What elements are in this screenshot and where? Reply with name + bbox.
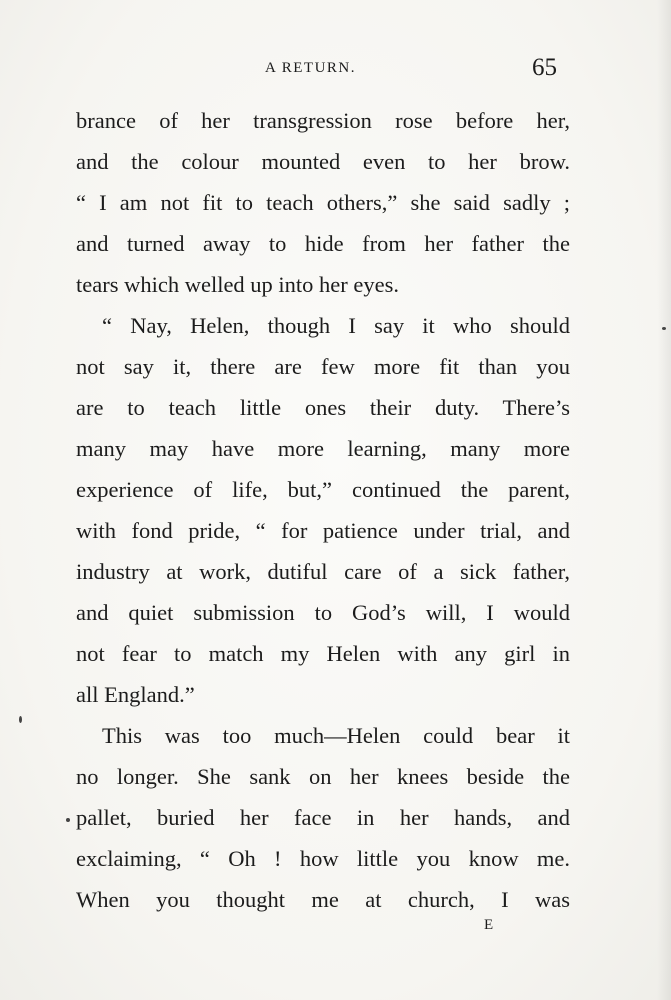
text-line: tears which welled up into her eyes. [76,272,400,297]
text-line: and quiet submission to God’s will, I would [76,600,570,625]
text-line: pallet, buried her face in her hands, and [76,805,570,830]
text-line: with fond pride, “ for patience under trial, and [76,518,570,543]
text-line: exclaiming, “ Oh ! how little you know me. [76,846,570,871]
signature-mark: E [484,917,495,933]
text-line: no longer. She sank on her knees beside the [76,764,570,789]
text-line: This was too much—Helen could bear it [102,723,570,748]
text-line: brance of her transgression rose before her, [76,108,570,133]
text-line: are to teach little ones their duty. There’s [76,395,570,420]
text-line: many may have more learning, many more [76,436,570,461]
text-line: and the colour mounted even to her brow. [76,149,570,174]
text-line: “ Nay, Helen, though I say it who should [102,313,570,338]
text-line: experience of life, but,” continued the parent, [76,477,570,502]
body-text [76,100,570,920]
ink-speck [19,716,22,723]
page-number: 65 [532,54,557,81]
ink-speck [66,818,70,822]
text-line: “ I am not fit to teach others,” she said sadly ; [76,190,570,215]
page-edge-shadow [657,0,671,1000]
text-line: When you thought me at church, I was [76,887,570,912]
running-head: A RETURN. [265,60,357,76]
ink-speck [662,327,666,330]
text-line: all England.” [76,682,195,707]
text-line: not fear to match my Helen with any girl in [76,641,570,666]
text-line: not say it, there are few more fit than you [76,354,570,379]
text-line: and turned away to hide from her father the [76,231,570,256]
text-line: industry at work, dutiful care of a sick father, [76,559,570,584]
